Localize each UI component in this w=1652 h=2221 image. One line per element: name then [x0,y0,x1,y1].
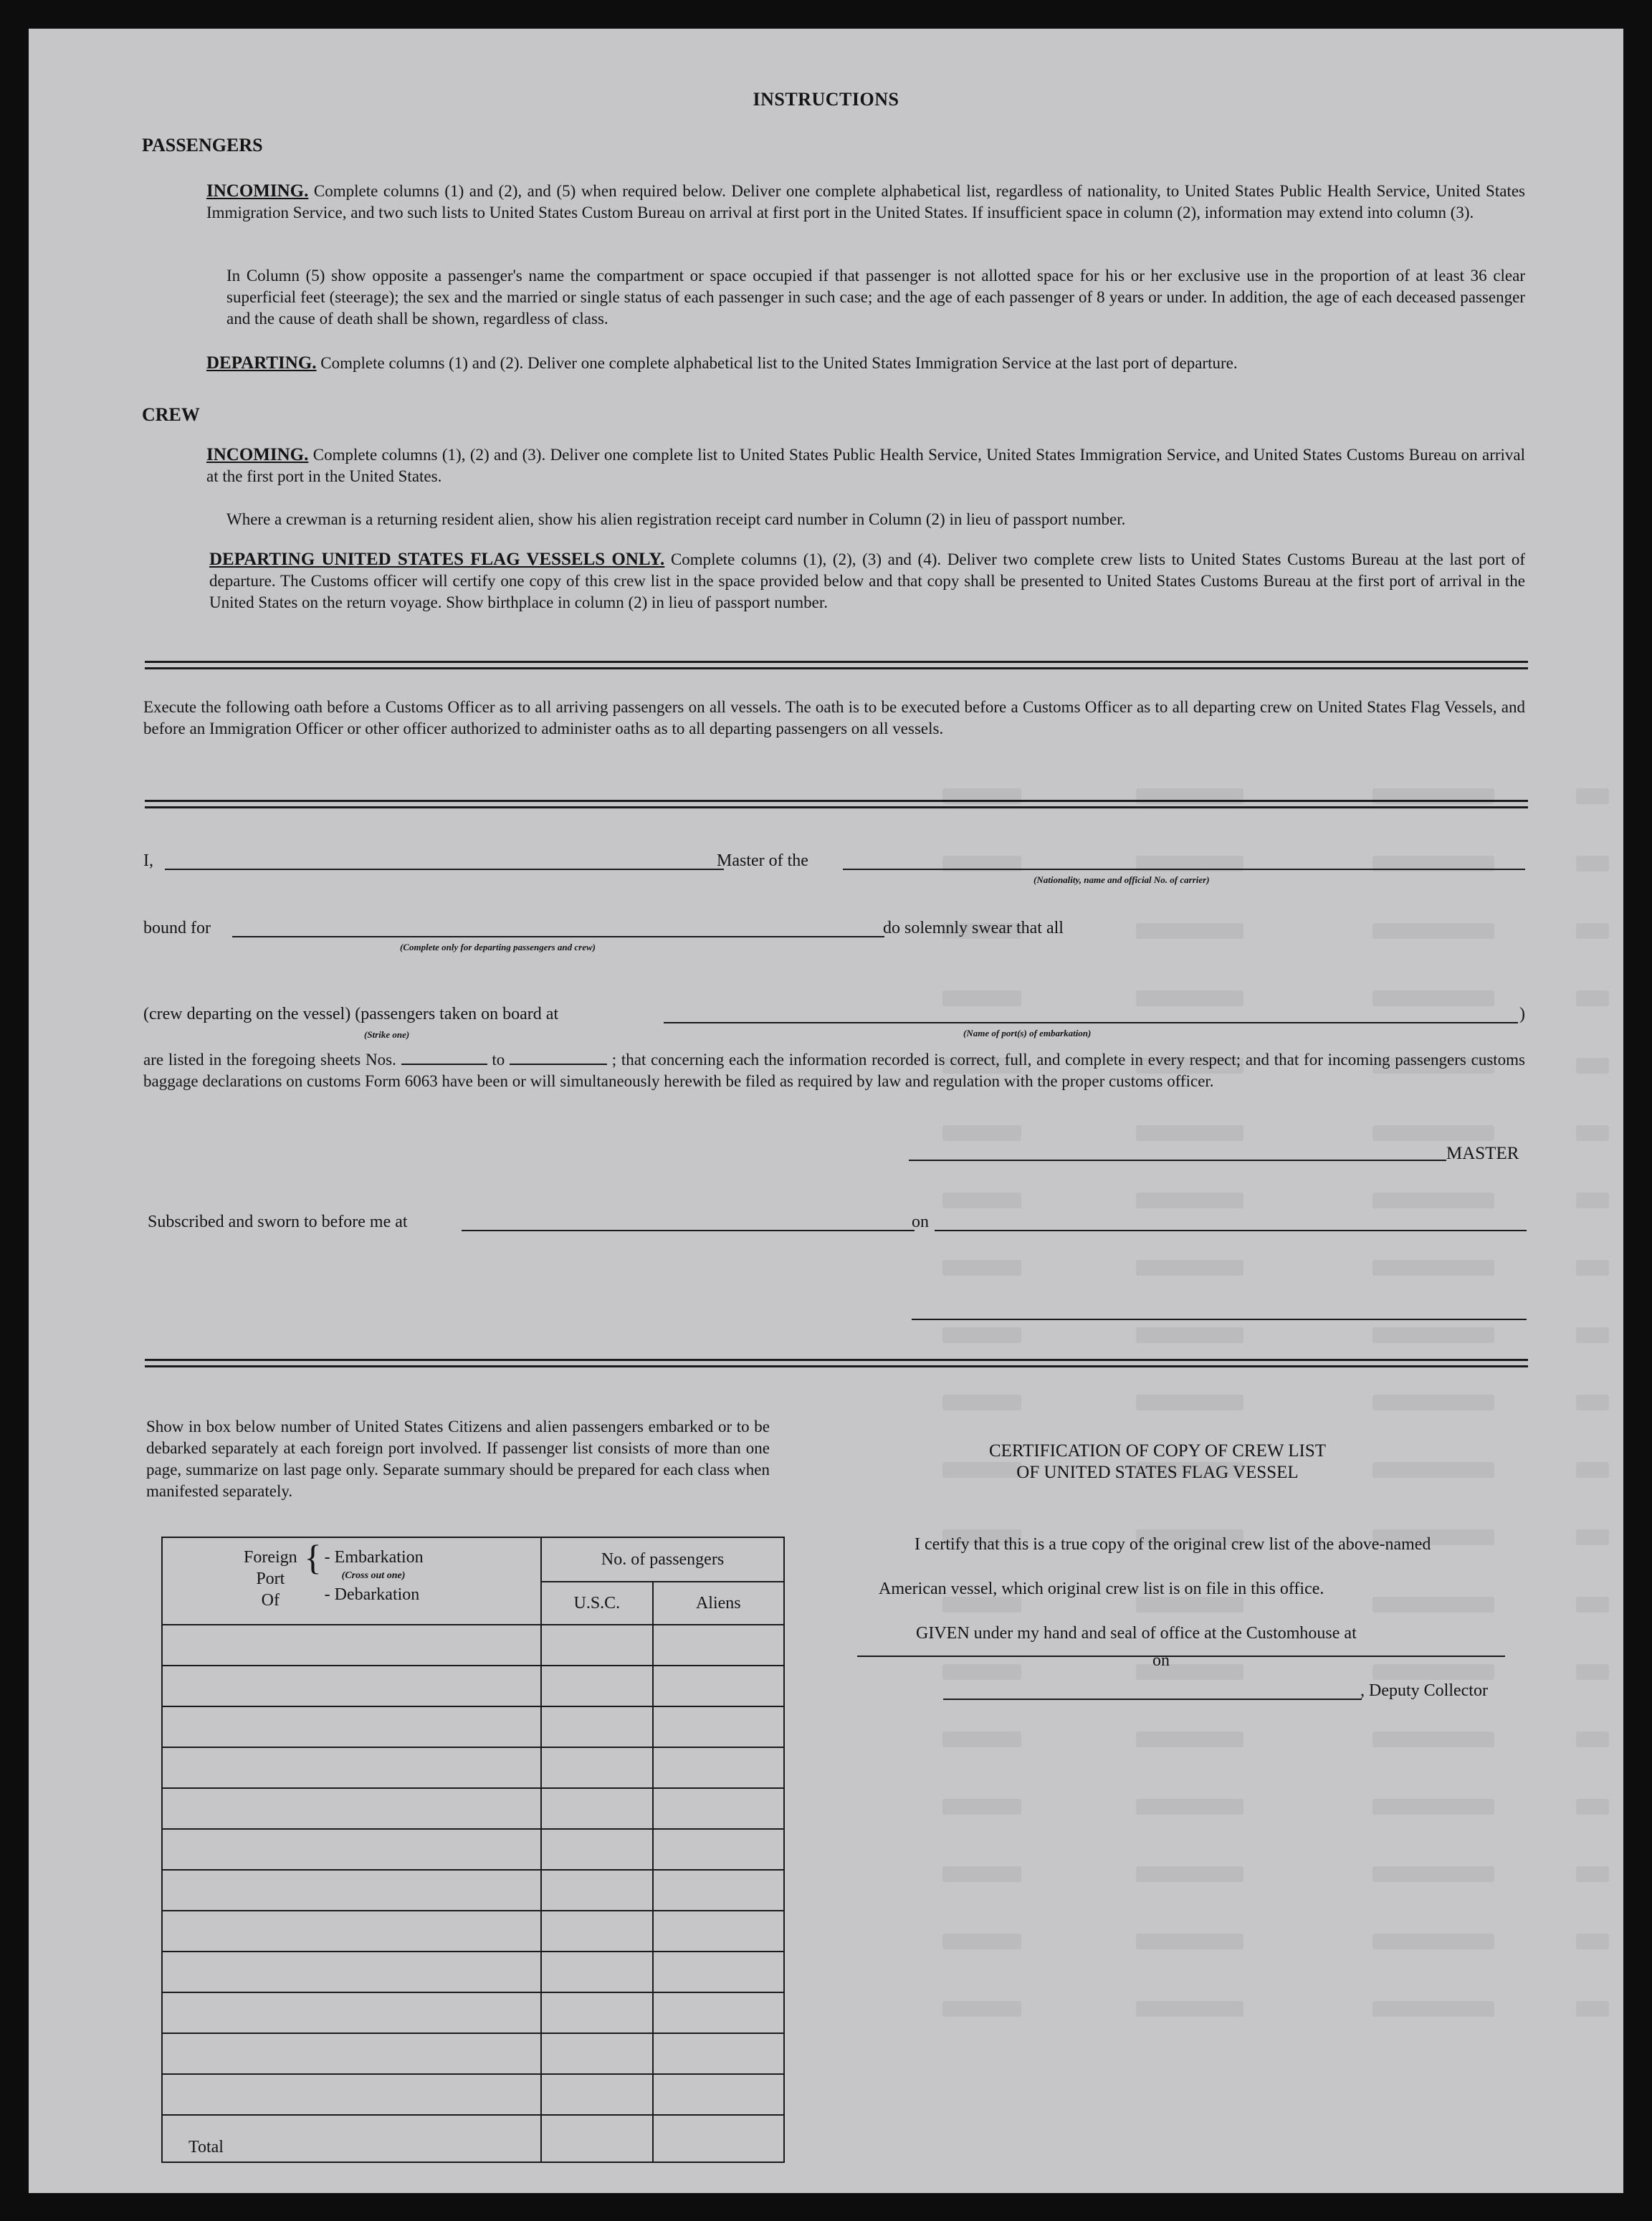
col-port: Port [256,1570,285,1588]
crew-incoming-lead: INCOMING. [206,445,309,464]
table-row[interactable] [162,1870,784,1911]
to-label: to [492,1051,505,1069]
crew-passengers-label: (crew departing on the vessel) (passengers taken on board at [143,1005,559,1023]
customhouse-field[interactable] [857,1656,1505,1657]
sworn-on-label: on [912,1213,929,1231]
bleed-mark [1372,1395,1494,1410]
master-name-field[interactable] [165,869,724,870]
bleed-mark [1576,1866,1609,1882]
bleed-mark [1576,1462,1609,1478]
total-label: Total [162,2115,541,2162]
crew-heading: CREW [142,404,200,425]
bleed-mark [942,1799,1021,1815]
crew-incoming-paragraph [206,444,1525,487]
bleed-mark [1372,1934,1494,1949]
aliens-header: Aliens [653,1582,784,1625]
listed-prefix: are listed in the foregoing sheets Nos. [143,1051,396,1069]
strike-caption: (Strike one) [364,1029,410,1040]
bleed-mark [942,1934,1021,1949]
bleed-mark [1372,1193,1494,1208]
officer-signature-field[interactable] [912,1319,1527,1320]
carrier-field[interactable] [843,869,1525,870]
bleed-mark [942,1395,1021,1410]
passengers-incoming-paragraph [206,181,1525,224]
bleed-mark [1136,990,1243,1006]
bleed-mark [1576,1529,1609,1545]
table-row[interactable] [162,1747,784,1788]
bleed-mark [942,990,1021,1006]
table-row[interactable] [162,1911,784,1952]
bleed-mark [942,1125,1021,1141]
bleed-mark [1136,1732,1243,1747]
bleed-mark [1576,1799,1609,1815]
port-caption: (Name of port(s) of embarkation) [963,1028,1092,1038]
table-row[interactable] [162,1992,784,2033]
table-row[interactable] [162,1706,784,1747]
bleed-mark [1576,1327,1609,1343]
sworn-at-field[interactable] [462,1230,915,1231]
bleed-mark [1136,1327,1243,1343]
bleed-row [29,916,1623,966]
divider-3 [145,1359,1528,1367]
bleed-mark [1136,2001,1243,2017]
document-page [29,29,1623,2193]
summary-paragraph: Show in box below number of United States Citizens and alien passengers embarked or to be debarked separately at each foreign port involved. If passenger list consists of more than one page, summarize on last page only. Separate summary should be prepared for each class when manifested separately. [146,1418,770,1500]
instructions-title: INSTRUCTIONS [753,89,899,110]
close-paren: ) [1519,1005,1525,1023]
given-line: GIVEN under my hand and seal of office at the Customhouse at [916,1624,1357,1643]
crew-departing-text: Complete columns (1), (2), (3) and (4). Deliver two complete crew lists to United States Customs Bureau at the last port of departure. The Customs officer will certify one copy of this crew list in the space provided below and that copy shall be presented to United States Customs Bureau at the first port of arrival in the United States on the return voyage. Show birthplace in column (2) in lieu of passport number. [209,550,1526,611]
bleed-mark [1576,1193,1609,1208]
port-header-cell: Foreign Port Of { - Embarkation (Cross out one) - Debarkation [162,1537,541,1625]
bleed-mark [942,1866,1021,1882]
col-foreign: Foreign [244,1548,297,1567]
table-row[interactable] [162,2033,784,2074]
cross-out-caption: (Cross out one) [341,1570,406,1581]
crew-departing-paragraph [209,549,1525,613]
bleed-mark [1576,1395,1609,1410]
bleed-mark [1576,1732,1609,1747]
crew-resident-paragraph: Where a crewman is a returning resident alien, show his alien registration receipt card number in Column (2) in lieu of passport number. [226,510,1126,528]
bleed-mark [1136,1193,1243,1208]
bleed-row [29,849,1623,899]
bleed-mark [1576,1597,1609,1613]
bleed-mark [1576,1260,1609,1276]
table-row[interactable] [162,1952,784,1992]
bleed-mark [942,1327,1021,1343]
passengers-column5-paragraph: In Column (5) show opposite a passenger's name the compartment or space occupied if that passenger is not allotted space for his or her exclusive use in the proportion of at least 36 clear superficial feet (steerage); the sex and the married or single status of each passenger in such case; and the age of each passenger of 8 years or under. In addition, the age of each deceased passenger and the cause of death shall be shown, regardless of class. [226,267,1525,328]
table-row[interactable] [162,1666,784,1706]
bleed-mark [1576,856,1609,871]
bound-for-label: bound for [143,919,211,937]
table-row[interactable] [162,1829,784,1870]
table-row[interactable] [162,1788,784,1829]
crew-incoming-text: Complete columns (1), (2) and (3). Deliver one complete list to United States Public Health Service, United States Immigration Service, and United States Customs Bureau on arrival at the first port in the United States. [206,446,1525,485]
bleed-mark [1372,923,1494,939]
bleed-mark [942,1597,1021,1613]
total-usc-cell[interactable] [541,2115,653,2162]
divider-2 [145,800,1528,808]
bleed-mark [942,1193,1021,1208]
port-summary-table [161,1537,785,2163]
complete-only-caption: (Complete only for departing passengers and crew) [400,942,596,952]
passengers-departing-paragraph [206,353,1525,374]
bleed-mark [1136,1125,1243,1141]
bleed-mark [1576,2001,1609,2017]
bleed-mark [942,1664,1021,1680]
bleed-mark [1372,1732,1494,1747]
usc-header: U.S.C. [541,1582,653,1625]
bleed-mark [942,1260,1021,1276]
master-signature-field[interactable] [909,1160,1446,1161]
listed-paragraph [143,1049,1525,1092]
bleed-mark [1136,1395,1243,1410]
listed-suffix: ; that concerning each the information recorded is correct, full, and complete in every respect; and that for incoming passengers customs baggage declarations on customs Form 6063 have been or will simultaneously herewith be filed as required by law and regulation with the proper customs officer. [143,1051,1525,1090]
bleed-mark [1576,788,1609,804]
swear-label: do solemnly swear that all [883,919,1064,937]
bound-for-field[interactable] [232,936,884,937]
bleed-mark [1576,990,1609,1006]
bleed-mark [1372,1799,1494,1815]
passengers-incoming-text: Complete columns (1) and (2), and (5) when required below. Deliver one complete alphabetical list, regardless of nationality, to United States Public Health Service, United States Immigration Service, and two such lists to United States Custom Bureau on arrival at first port in the United States. If insufficient space in column (2), information may extend into column (3). [206,182,1525,221]
bleed-mark [1136,923,1243,939]
bleed-mark [1372,2001,1494,2017]
bleed-mark [1372,1866,1494,1882]
passengers-heading: PASSENGERS [142,135,263,156]
passengers-departing-lead: DEPARTING. [206,353,317,373]
master-label: MASTER [1446,1144,1519,1163]
passengers-departing-text: Complete columns (1) and (2). Deliver one complete alphabetical list to the United States Immigration Service at the last port of departure. [320,354,1238,372]
bleed-mark [1136,1799,1243,1815]
deputy-collector-label: , Deputy Collector [1360,1681,1488,1700]
total-aliens-cell[interactable] [653,2115,784,2162]
certification-title-2: OF UNITED STATES FLAG VESSEL [1016,1463,1299,1482]
bleed-mark [1576,1664,1609,1680]
bleed-mark [1576,1934,1609,1949]
bleed-mark [1576,923,1609,939]
bleed-mark [1372,1260,1494,1276]
bleed-mark [942,2001,1021,2017]
certification-on-label: on [1152,1651,1170,1670]
no-passengers-header: No. of passengers [541,1537,784,1582]
bleed-mark [1372,1597,1494,1613]
certify-line-1: I certify that this is a true copy of the original crew list of the above-named [915,1535,1431,1554]
sheets-to-field[interactable] [510,1064,607,1065]
bleed-mark [1136,1260,1243,1276]
bleed-mark [942,1732,1021,1747]
bleed-mark [1372,1327,1494,1343]
divider-1 [145,661,1528,669]
certification-title [853,1441,1462,1484]
bleed-mark [1136,1597,1243,1613]
subscribed-label: Subscribed and sworn to before me at [148,1213,408,1231]
bleed-mark [1372,1125,1494,1141]
bleed-mark [1136,1934,1243,1949]
embarkation-label: - Embarkation [324,1548,424,1567]
sheets-from-field[interactable] [401,1064,487,1065]
master-of-label: Master of the [717,851,808,870]
bleed-mark [1576,1058,1609,1074]
debarkation-label: - Debarkation [324,1585,420,1604]
oath-intro-paragraph: Execute the following oath before a Customs Officer as to all arriving passengers on all vessels. The oath is to be executed before a Customs Officer as to all departing crew on United States Flag Vessels, and before an Immigration Officer or other officer authorized to administer oaths as to all departing passengers on all vessels. [143,698,1525,737]
sworn-on-field[interactable] [935,1230,1527,1231]
bleed-mark [1576,1125,1609,1141]
col-of: Of [261,1591,280,1610]
bleed-mark [1372,990,1494,1006]
certify-line-2: American vessel, which original crew list is on file in this office. [879,1580,1324,1598]
nationality-caption: (Nationality, name and official No. of carrier) [1033,874,1210,885]
table-row[interactable] [162,2074,784,2115]
certification-title-1: CERTIFICATION OF COPY OF CREW LIST [988,1441,1327,1461]
crew-departing-lead: DEPARTING UNITED STATES FLAG VESSELS ONLY. [209,550,665,569]
bleed-mark [1136,1866,1243,1882]
deputy-signature-field[interactable] [943,1699,1362,1700]
bleed-mark [1372,1664,1494,1680]
passengers-incoming-lead: INCOMING. [206,181,309,201]
bleed-row [29,1253,1623,1303]
oath-i-label: I, [143,851,153,870]
embarkation-port-field[interactable] [664,1022,1518,1023]
table-row[interactable] [162,1625,784,1666]
